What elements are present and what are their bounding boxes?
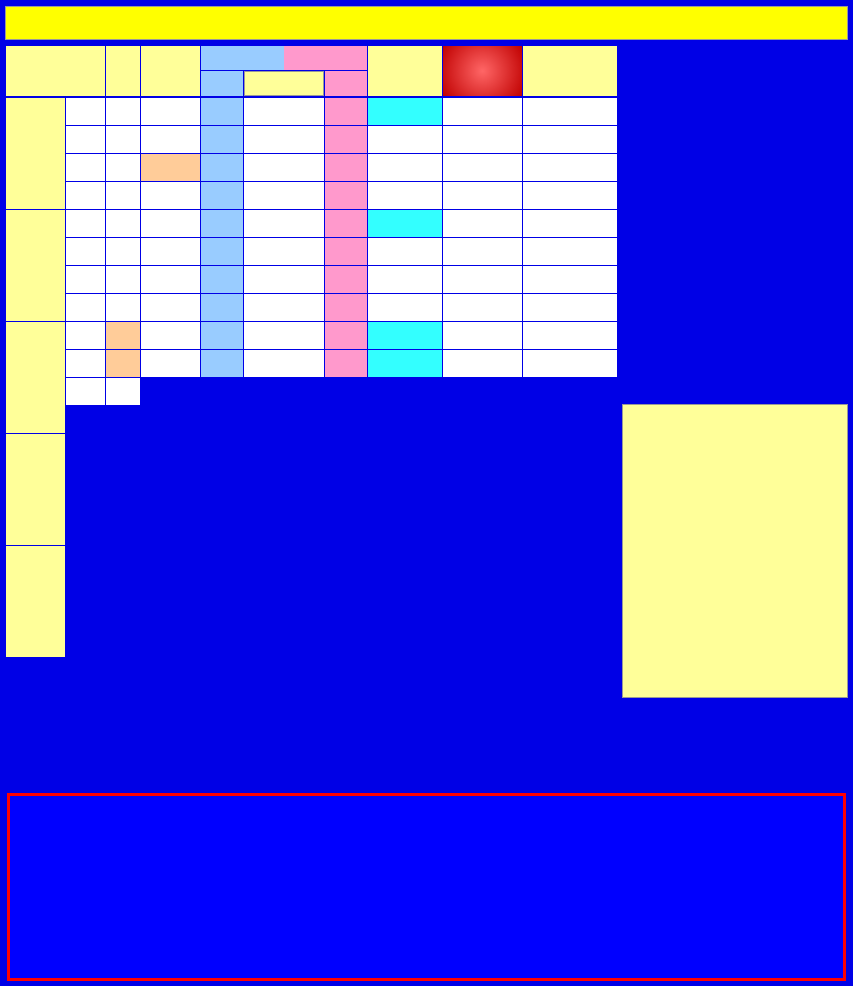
row-code [66, 182, 105, 209]
row-code [66, 350, 105, 377]
row-diff [523, 266, 617, 293]
row-code [66, 210, 105, 237]
row-code [66, 126, 105, 153]
row-signal [443, 266, 522, 293]
row-signal [443, 350, 522, 377]
row-entry-date [141, 182, 200, 209]
row-buy-qty [325, 294, 367, 321]
row-code [66, 154, 105, 181]
row-sell-qty [201, 210, 243, 237]
row-buy-qty [325, 126, 367, 153]
row-entry-date [141, 210, 200, 237]
row-month [106, 98, 140, 125]
message-line2 [34, 898, 834, 922]
row-sell-qty [201, 154, 243, 181]
row-diff [523, 294, 617, 321]
row-signal [443, 322, 522, 349]
row-signal [443, 210, 522, 237]
commodity-label-0 [6, 98, 65, 209]
row-sell-qty [201, 266, 243, 293]
row-month [106, 238, 140, 265]
row-month [106, 266, 140, 293]
row-entry-date [141, 350, 200, 377]
bracket-open [604, 10, 628, 36]
row-close [368, 350, 442, 377]
row-entry-price [244, 266, 324, 293]
row-signal [443, 238, 522, 265]
memo-link[interactable] [700, 382, 770, 400]
message-line1 [34, 855, 834, 879]
col-header-buy [284, 46, 367, 70]
col-header-signal [443, 46, 522, 96]
row-entry-date [141, 322, 200, 349]
row-buy-qty [325, 182, 367, 209]
commodity-label-1 [6, 210, 65, 321]
row-entry-price [244, 238, 324, 265]
row-entry-price [244, 210, 324, 237]
row-month [106, 350, 140, 377]
row-signal [443, 98, 522, 125]
col-header-name [6, 46, 105, 96]
header-date [716, 10, 770, 36]
row-sell-qty [201, 126, 243, 153]
col-header-month [106, 46, 140, 96]
row-buy-qty [325, 154, 367, 181]
row-entry-price [244, 98, 324, 125]
col-header-sell-qty [201, 71, 243, 96]
row-entry-date [141, 126, 200, 153]
row-month [106, 294, 140, 321]
col-header-diff [523, 46, 617, 96]
row-entry-date [141, 238, 200, 265]
memo-note-line2 [656, 491, 836, 511]
row-code [66, 378, 105, 405]
col-header-entry [244, 71, 324, 96]
commodity-label-4 [6, 546, 65, 657]
row-signal [443, 182, 522, 209]
row-diff [523, 182, 617, 209]
row-entry-price [244, 126, 324, 153]
row-month [106, 182, 140, 209]
row-diff [523, 238, 617, 265]
commodity-label-2 [6, 322, 65, 433]
row-code [66, 98, 105, 125]
row-buy-qty [325, 98, 367, 125]
row-month [106, 126, 140, 153]
row-diff [523, 322, 617, 349]
page-title [200, 10, 360, 36]
row-buy-qty [325, 266, 367, 293]
memo-note-line1 [656, 463, 836, 483]
row-entry-date [141, 266, 200, 293]
message-title [10, 808, 843, 832]
header-year [650, 10, 710, 36]
col-header-sell [201, 46, 284, 70]
row-code [66, 238, 105, 265]
row-entry-price [244, 350, 324, 377]
row-buy-qty [325, 210, 367, 237]
row-sell-qty [201, 350, 243, 377]
row-signal [443, 294, 522, 321]
row-sell-qty [201, 322, 243, 349]
row-entry-price [244, 154, 324, 181]
row-entry-date [141, 154, 200, 181]
memo-note-title [640, 434, 700, 454]
row-sell-qty [201, 294, 243, 321]
row-entry-price [244, 182, 324, 209]
row-close [368, 266, 442, 293]
bracket-close [826, 10, 844, 36]
row-diff [523, 98, 617, 125]
row-buy-qty [325, 350, 367, 377]
row-month [106, 154, 140, 181]
row-close [368, 322, 442, 349]
col-header-date [141, 46, 200, 96]
row-close [368, 154, 442, 181]
row-sell-qty [201, 182, 243, 209]
row-buy-qty [325, 322, 367, 349]
row-diff [523, 126, 617, 153]
season-label [530, 10, 590, 36]
message-line3 [34, 940, 834, 964]
col-header-close [368, 46, 442, 96]
header-time [782, 10, 826, 36]
row-sell-qty [201, 98, 243, 125]
row-close [368, 98, 442, 125]
row-entry-price [244, 294, 324, 321]
row-month [106, 210, 140, 237]
row-close [368, 294, 442, 321]
row-month [106, 378, 140, 405]
row-close [368, 182, 442, 209]
row-close [368, 238, 442, 265]
row-diff [523, 154, 617, 181]
commodity-label-3 [6, 434, 65, 545]
row-code [66, 266, 105, 293]
row-entry-date [141, 98, 200, 125]
row-code [66, 294, 105, 321]
row-sell-qty [201, 238, 243, 265]
row-entry-price [244, 322, 324, 349]
row-buy-qty [325, 238, 367, 265]
row-entry-date [141, 294, 200, 321]
row-month [106, 322, 140, 349]
row-diff [523, 210, 617, 237]
row-close [368, 126, 442, 153]
row-diff [523, 350, 617, 377]
row-code [66, 322, 105, 349]
row-close [368, 210, 442, 237]
row-signal [443, 154, 522, 181]
row-signal [443, 126, 522, 153]
col-header-buy-qty [325, 71, 367, 96]
